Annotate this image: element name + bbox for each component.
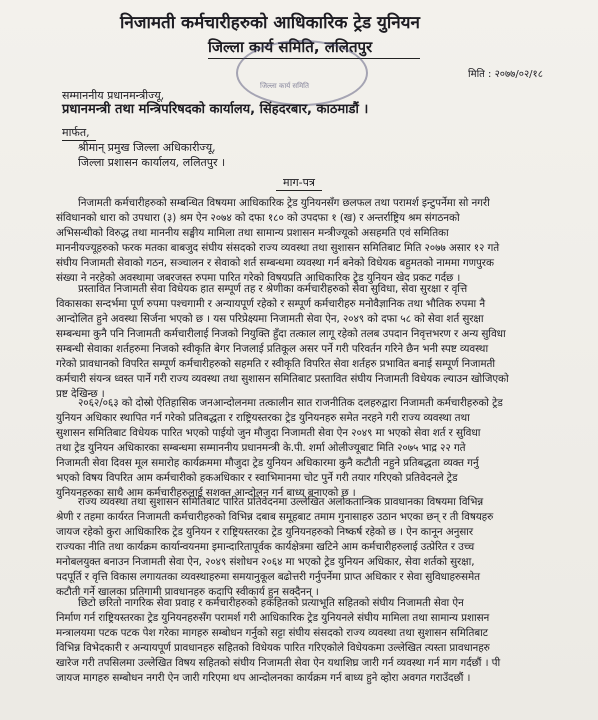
paragraph-1-line: संख्या ने नरहेको अवस्थामा जबरजस्त रुपमा पारित गरेको विषयप्रति आधिकारिक ट्रेड युनियन खेद प्रकट गर्दछ । xyxy=(56,272,461,284)
paragraph-4-line: श्रेणी र तहमा कार्यरत निजामती कर्मचारीहरुको विभिन्न दबाब समूहबाट तमाम गुनासाहरु उठान भएका छन् र ती विषयहरु xyxy=(56,511,494,523)
paragraph-4-line: जायज रहेको कुरा आधिकारिक ट्रेड युनियन र राष्ट्रियस्तरका ट्रेड युनियनहरुको निष्कर्ष रहेको छ । ऐन कानून अनुसार xyxy=(56,526,473,538)
subject-title: माग-पत्र xyxy=(283,176,315,189)
organization-name: निजामती कर्मचारीहरुको आधिकारिक ट्रेड युनियन xyxy=(120,13,420,33)
paragraph-2-line: सम्बन्धी सेवाका शर्तहरुमा निजको स्वीकृति बेगर निजलाई प्रतिकूल असर पर्ने गरी परिवर्तन गरिने छैन भनी स्पष्ट व्यवस्था xyxy=(56,343,489,355)
paragraph-5-line: मन्त्रालयमा पटक पटक पेश गरेका मागहरु सम्बोधन गर्नुको सट्टा संघीय संसदको राज्य व्यवस्था तथा सुशासन समितिबाट xyxy=(56,627,488,639)
subject-underline xyxy=(276,190,322,191)
paragraph-1-line: अभिसन्धीको विरुद्ध तथा माननीय सङ्घीय मामिला तथा सामान्य प्रशासन मन्त्रीज्यूको असहमति एवं समितिका xyxy=(56,227,449,239)
paragraph-3-line: भएको विषय विपरित आम कर्मचारीको हकअधिकार र स्वाभिमानमा चोट पुर्ने गरी तयार गरिएको प्रतिवेदनले ट्रेड xyxy=(56,472,458,484)
paragraph-2-line: आन्दोलित हुने अवस्था सिर्जना भएको छ । यस परिप्रेक्ष्यमा निजामती सेवा ऐन, २०४९ को दफा ५८ को सेवा शर्त सुरक्षा xyxy=(56,313,484,325)
paragraph-3-line: सुशासन समितिबाट विधेयक पारित भएको पाईयो जुन मौजुदा निजामती सेवा ऐन २०४९ मा भएको सेवा शर्त र सुविधा xyxy=(56,427,481,439)
paragraph-2-line: कर्मचारी संयन्त्र ध्वस्त पार्ने गरी राज्य व्यवस्था तथा सुशासन समितिबाट प्रस्तावित संघीय निजामती विधेयक ल्याउन खोजिएको xyxy=(56,373,509,385)
stamp-text: जिल्ला कार्य समिति xyxy=(260,82,309,90)
paragraph-4-line: राज्यका नीति तथा कार्यक्रम कार्यान्वयनमा इमान्दारितापूर्वक कार्यक्षेत्रमा खटिने आम कर्मचारीहरुलाई उत्प्रेरित र उच्च xyxy=(56,541,475,553)
paragraph-5-line: निर्माण गर्न राष्ट्रियस्तरका ट्रेड युनियनहरुसँग परामर्श गरी आधिकारिक ट्रेड युनियनले संघीय मामिला तथा सामान्य प्रशासन xyxy=(56,612,490,624)
recipient-office: प्रधानमन्त्री तथा मन्त्रिपरिषदको कार्यालय, सिंहदरबार, काठमाडौं । xyxy=(62,102,369,117)
paragraph-3-line: युनियनहरुका साथै आम कर्मचारीहरुलाई सशक्त आन्दोलन गर्न बाध्य बनाएको छ । xyxy=(56,487,356,499)
paragraph-2-line: सम्बन्धमा कुनै पनि निजामती कर्मचारीलाई निजको नियुक्ति हुँदा तत्काल लागू रहेको तलब उपदान निवृत्तभरण र अन्य सुविधा xyxy=(56,328,506,340)
paragraph-3-line: निजामती सेवा दिवस मूल समारोह कार्यक्रममा मौजुदा ट्रेड युनियन अधिकारमा कुनै कटौती नहुने प्रतिबद्धता व्यक्त गर्नु xyxy=(56,457,479,469)
organization-stamp xyxy=(236,40,368,106)
cdo-office: जिल्ला प्रशासन कार्यालय, ललितपुर । xyxy=(78,156,226,169)
paragraph-3-line: २०६२/०६३ को दोस्रो ऐतिहासिक जनआन्दोलनमा तत्कालीन सात राजनीतिक दलहरुद्वारा निजामती कर्मचारीहरुको ट्रेड xyxy=(78,397,503,409)
paragraph-2-line: विकासका सन्दर्भमा पूर्ण रुपमा पश्चगामी र अन्यायपूर्ण रहेको र सम्पूर्ण कर्मचारीहरु मनोवैज्ञानिक तथा भौतिक रुपमा नै xyxy=(56,298,486,310)
committee-name: जिल्ला कार्य समिति, ललितपुर xyxy=(208,38,373,56)
via-label: मार्फत, xyxy=(62,126,90,139)
paragraph-4-line: पदपूर्ति र वृत्ति विकास लगायतका व्यवस्थाहरुमा समयानुकूल बढोत्तरी गर्नुपर्नेमा प्राप्त अधिकार र सेवा सुविधाहरुसमेत xyxy=(56,571,480,583)
paragraph-1-line: माननीयज्यूहरुको फरक मतका बाबजुद संघीय संसदको राज्य व्यवस्था तथा सुशासन समितिबाट मिति २०७७ असार १२ गते xyxy=(56,242,500,254)
paragraph-5-line: जायज मागहरु सम्बोधन नगरी ऐन जारी गरिएमा थप आन्दोलनका कार्यक्रम गर्न बाध्य हुने व्होरा अवगत गराउँदछौं । xyxy=(56,672,471,684)
paragraph-1-line: निजामती कर्मचारीहरुको सम्बन्धित विषयमा आधिकारिक ट्रेड युनियनसँग छलफल तथा परामर्श इन्टुपर्नेमा सो नगरी xyxy=(78,197,490,209)
cdo-title: श्रीमान् प्रमुख जिल्ला अधिकारीज्यू, xyxy=(78,141,216,154)
paragraph-5-line: खारेज गरी तपसिलमा उल्लेखित विषय सहितको संघीय निजामती सेवा ऐन यथाशिघ्र जारी गर्न व्यवस्था गर्न माग गर्दछौं । पी xyxy=(56,657,501,669)
paragraph-2-line: प्रस्तावित निजामती सेवा विधेयक हात सम्पूर्ण तह र श्रेणीका कर्मचारीहरुको सेवा सुविधा, सेवा सुरक्षा र वृत्ति xyxy=(78,283,468,295)
paragraph-5-line: विभिन्न विभेदकारी र अन्यायपूर्ण प्रावधानहरु सहितको विधेयक पारित गरिएकोले विधेयकमा उल्लेखित त्यस्ता प्रावधानहरु xyxy=(56,642,490,654)
paragraph-3-line: तथा ट्रेड युनियन अधिकारका सम्बन्धमा सम्माननीय प्रधानमन्त्री के.पी. शर्मा ओलीज्यूबाट मिति २०७५ भाद्र २२ गते xyxy=(56,442,466,454)
paragraph-2-line: प्रष्ट देखिन्छ । xyxy=(56,388,105,400)
paragraph-5-line: छिटो छरितो नागरिक सेवा प्रवाह र कर्मचारीहरुको हकहितको प्रत्याभूति सहितको संघीय निजामती सेवा ऐन xyxy=(78,597,464,609)
salutation: सम्माननीय प्रधानमन्त्रीज्यू, xyxy=(62,89,165,102)
paragraph-4-line: मनोबलयुक्त बनाउन निजामती सेवा ऐन, २०४९ संशोधन २०६४ मा भएको ट्रेड युनियन अधिकार, सेवा शर्तको सुरक्षा, xyxy=(56,556,475,568)
paragraph-3-line: युनियन अधिकार स्थापित गर्न गरेको प्रतिबद्धता र राष्ट्रियस्तरका ट्रेड युनियनहरु समेत नरहने गरी राज्य व्यवस्था तथा xyxy=(56,412,470,424)
paragraph-1-line: संघीय निजामती सेवाको गठन, सञ्चालन र सेवाको शर्त सम्बन्धमा व्यवस्था गर्न बनेको विधेयक बहुमतको नाममा गणपुरक xyxy=(56,257,494,269)
paragraph-4-line: राज्य व्यवस्था तथा सुशासन समितिबाट पारित प्रतिवेदनमा उल्लेखित अलोकतान्त्रिक प्रावधानका विषयमा विभिन्न xyxy=(78,496,484,508)
letter-date: मिति : २०७७/०२/१८ xyxy=(468,69,543,80)
paragraph-4-line: कटौती गर्ने खालका प्रतिगामी प्रावधानहरु कदापि स्वीकार्य हुन सक्दैनन् । xyxy=(56,586,319,598)
paragraph-1-line: संविधानको धारा को उपधारा (३) श्रम ऐन २०७४ को दफा १८० को उपदफा १ (ख) र अन्तर्राष्ट्रिय श्रम संगठनको xyxy=(56,212,460,224)
paragraph-2-line: गरेको प्रावधानको विपरित सम्पूर्ण कर्मचारीहरुको सहमति र स्वीकृति विपरित सेवा शर्तहरु प्रभावित बनाई सम्पूर्ण निजामती xyxy=(56,358,496,370)
